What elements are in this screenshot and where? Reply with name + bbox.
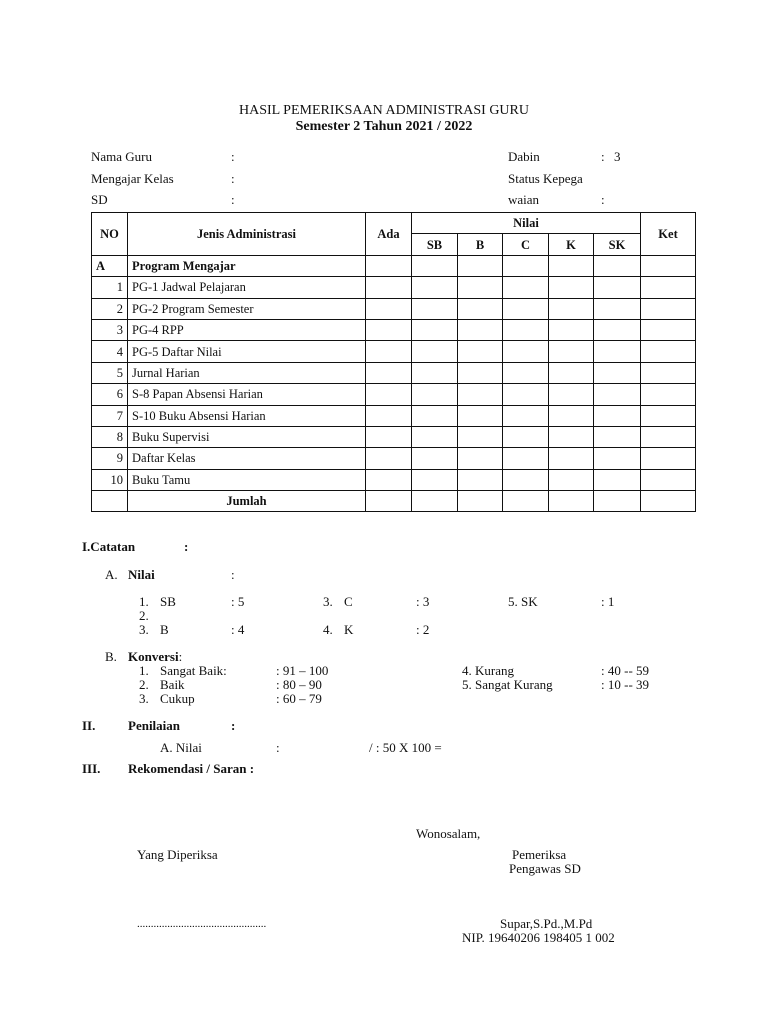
score-value-sb: : 5 [231, 594, 245, 609]
label-dabin: Dabin [508, 149, 540, 164]
empty-cell [412, 319, 458, 340]
empty-cell [594, 319, 641, 340]
penilaian-colon: : [231, 718, 236, 733]
empty-cell [503, 319, 549, 340]
catatan-colon: : [184, 539, 189, 554]
empty-cell [594, 405, 641, 426]
header-grade-c: C [503, 234, 549, 255]
konversi-number: 2. [139, 677, 149, 692]
konversi-range-cukup: : 60 – 79 [276, 691, 322, 706]
empty-cell [412, 469, 458, 490]
empty-cell [503, 469, 549, 490]
empty-cell [366, 448, 412, 469]
penilaian-roman: II. [82, 718, 96, 733]
header-nilai: Nilai [412, 213, 641, 234]
row-number: 6 [92, 384, 128, 405]
empty-cell [458, 384, 503, 405]
signature-place: Wonosalam, [416, 826, 481, 841]
row-number: 1 [92, 277, 128, 298]
header-grade-b: B [458, 234, 503, 255]
empty-cell [458, 319, 503, 340]
signature-right-name: Supar,S.Pd.,M.Pd [500, 916, 593, 931]
konversi-range-baik: : 80 – 90 [276, 677, 322, 692]
section-label: Program Mengajar [128, 255, 366, 276]
empty-cell [641, 341, 696, 362]
empty-cell [594, 448, 641, 469]
row-number: 9 [92, 448, 128, 469]
score-value-k: : 2 [416, 622, 430, 637]
empty-cell [641, 448, 696, 469]
empty-cell [503, 298, 549, 319]
empty-cell [458, 341, 503, 362]
table-row [92, 384, 696, 405]
empty-cell [594, 426, 641, 447]
empty-cell [412, 405, 458, 426]
table-row [92, 426, 696, 447]
total-label: Jumlah [128, 491, 366, 512]
empty-cell [503, 384, 549, 405]
colon: : [231, 149, 235, 164]
label-status-kepegawaian-2: waian [508, 192, 540, 207]
rekomendasi-roman: III. [82, 761, 101, 776]
signature-left-dots: ............................................... [137, 918, 267, 930]
table-row [92, 362, 696, 383]
score-number: 3. [139, 622, 149, 637]
empty-cell [458, 448, 503, 469]
row-number: 10 [92, 469, 128, 490]
konversi-number: 3. [139, 691, 149, 706]
header-grade-sk: SK [594, 234, 641, 255]
empty-cell [366, 405, 412, 426]
table-row [92, 277, 696, 298]
empty-cell [366, 469, 412, 490]
empty-cell [458, 298, 503, 319]
document-subtitle: Semester 2 Tahun 2021 / 2022 [295, 119, 473, 134]
empty-cell [594, 384, 641, 405]
table-row [92, 319, 696, 340]
empty-cell [458, 469, 503, 490]
administration-table [91, 212, 696, 512]
empty-cell [594, 362, 641, 383]
score-label-k: K [344, 622, 354, 637]
table-row [92, 341, 696, 362]
nilai-colon: : [231, 567, 235, 582]
konversi-label-sangat-baik: Sangat Baik: [160, 663, 227, 678]
row-number: 4 [92, 341, 128, 362]
empty-cell [458, 362, 503, 383]
row-administration-name: PG-2 Program Semester [128, 298, 366, 319]
empty-cell [594, 277, 641, 298]
konversi-label-kurang: 4. Kurang [462, 663, 514, 678]
empty-cell [549, 277, 594, 298]
konversi-label-cukup: Cukup [160, 691, 195, 706]
score-value-sk: : 1 [601, 594, 615, 609]
empty-cell [412, 426, 458, 447]
header-no: NO [92, 213, 128, 256]
row-administration-name: PG-1 Jadwal Pelajaran [128, 277, 366, 298]
catatan-heading: I.Catatan [82, 539, 136, 554]
empty-cell [412, 384, 458, 405]
empty-cell [412, 341, 458, 362]
colon: : [601, 149, 605, 164]
empty-cell [594, 341, 641, 362]
empty-cell [458, 277, 503, 298]
empty-cell [549, 298, 594, 319]
score-number: 3. [323, 594, 333, 609]
row-administration-name: S-10 Buku Absensi Harian [128, 405, 366, 426]
empty-cell [503, 448, 549, 469]
empty-cell [641, 469, 696, 490]
nilai-marker: A. [105, 567, 118, 582]
label-status-kepegawaian-1: Status Kepega [508, 171, 583, 186]
row-number: 2 [92, 298, 128, 319]
empty-cell [549, 426, 594, 447]
score-label-b: B [160, 622, 169, 637]
row-number: 7 [92, 405, 128, 426]
empty-cell [503, 277, 549, 298]
row-number: 8 [92, 426, 128, 447]
score-label-c: C [344, 594, 353, 609]
konversi-range-kurang: : 40 -- 59 [601, 663, 650, 678]
rekomendasi-heading: Rekomendasi / Saran : [128, 761, 255, 776]
empty-cell [549, 469, 594, 490]
score-number: 2. [139, 608, 149, 623]
empty-cell [641, 405, 696, 426]
empty-cell [366, 362, 412, 383]
empty-cell [366, 277, 412, 298]
table-body [92, 255, 696, 490]
empty-cell [641, 384, 696, 405]
penilaian-formula: / : 50 X 100 = [369, 740, 442, 755]
empty-cell [549, 341, 594, 362]
table-row [92, 448, 696, 469]
empty-cell [503, 426, 549, 447]
konversi-label: Konversi [128, 649, 179, 664]
empty-cell [503, 405, 549, 426]
table-row [92, 298, 696, 319]
score-number: 4. [323, 622, 333, 637]
total-row [92, 491, 696, 512]
row-administration-name: Buku Supervisi [128, 426, 366, 447]
label-nama-guru: Nama Guru [91, 149, 153, 164]
header-grade-k: K [549, 234, 594, 255]
empty-cell [412, 277, 458, 298]
colon: : [601, 192, 605, 207]
konversi-label-baik: Baik [160, 677, 185, 692]
empty-cell [412, 362, 458, 383]
empty-cell [412, 448, 458, 469]
empty-cell [549, 405, 594, 426]
colon: : [231, 171, 235, 186]
empty-cell [549, 362, 594, 383]
signature-right-subtitle: Pengawas SD [509, 861, 581, 876]
row-administration-name: S-8 Papan Absensi Harian [128, 384, 366, 405]
konversi-colon: : [178, 649, 183, 664]
empty-cell [412, 298, 458, 319]
empty-cell [366, 341, 412, 362]
empty-cell [641, 277, 696, 298]
empty-cell [641, 426, 696, 447]
row-number: 5 [92, 362, 128, 383]
header-grade-sb: SB [412, 234, 458, 255]
row-number: 3 [92, 319, 128, 340]
empty-cell [503, 341, 549, 362]
value-dabin: 3 [614, 149, 621, 164]
score-label-sk: 5. SK [508, 594, 538, 609]
penilaian-nilai-colon: : [276, 740, 280, 755]
row-administration-name: Jurnal Harian [128, 362, 366, 383]
empty-cell [641, 298, 696, 319]
penilaian-heading: Penilaian [128, 718, 181, 733]
empty-cell [458, 405, 503, 426]
empty-cell [641, 319, 696, 340]
empty-cell [594, 298, 641, 319]
empty-cell [549, 448, 594, 469]
row-administration-name: PG-4 RPP [128, 319, 366, 340]
header-ket: Ket [641, 213, 696, 256]
empty-cell [549, 384, 594, 405]
empty-cell [503, 362, 549, 383]
row-administration-name: Buku Tamu [128, 469, 366, 490]
empty-cell [366, 319, 412, 340]
score-number: 1. [139, 594, 149, 609]
empty-cell [366, 384, 412, 405]
score-value-b: : 4 [231, 622, 245, 637]
header-jenis-administrasi: Jenis Administrasi [128, 213, 366, 256]
table-row [92, 469, 696, 490]
empty-cell [549, 319, 594, 340]
header-ada: Ada [366, 213, 412, 256]
row-administration-name: PG-5 Daftar Nilai [128, 341, 366, 362]
label-sd: SD [91, 192, 108, 207]
score-label-sb: SB [160, 594, 176, 609]
empty-cell [366, 298, 412, 319]
konversi-marker: B. [105, 649, 117, 664]
signature-left-title: Yang Diperiksa [137, 847, 218, 862]
empty-cell [641, 362, 696, 383]
nilai-label: Nilai [128, 567, 155, 582]
konversi-range-sangat-kurang: : 10 -- 39 [601, 677, 650, 692]
empty-cell [366, 426, 412, 447]
konversi-range-sangat-baik: : 91 – 100 [276, 663, 329, 678]
row-administration-name: Daftar Kelas [128, 448, 366, 469]
signature-right-title: Pemeriksa [512, 847, 567, 862]
score-value-c: : 3 [416, 594, 430, 609]
konversi-heading [128, 650, 182, 664]
label-mengajar-kelas: Mengajar Kelas [91, 171, 174, 186]
empty-cell [594, 469, 641, 490]
section-row [92, 255, 696, 276]
section-code: A [92, 255, 128, 276]
signature-right-nip: NIP. 19640206 198405 1 002 [462, 930, 615, 945]
penilaian-nilai-label: A. Nilai [160, 740, 202, 755]
konversi-label-sangat-kurang: 5. Sangat Kurang [462, 677, 553, 692]
table-row [92, 405, 696, 426]
konversi-number: 1. [139, 663, 149, 678]
empty-cell [458, 426, 503, 447]
colon: : [231, 192, 235, 207]
document-title: HASIL PEMERIKSAAN ADMINISTRASI GURU [238, 103, 529, 118]
